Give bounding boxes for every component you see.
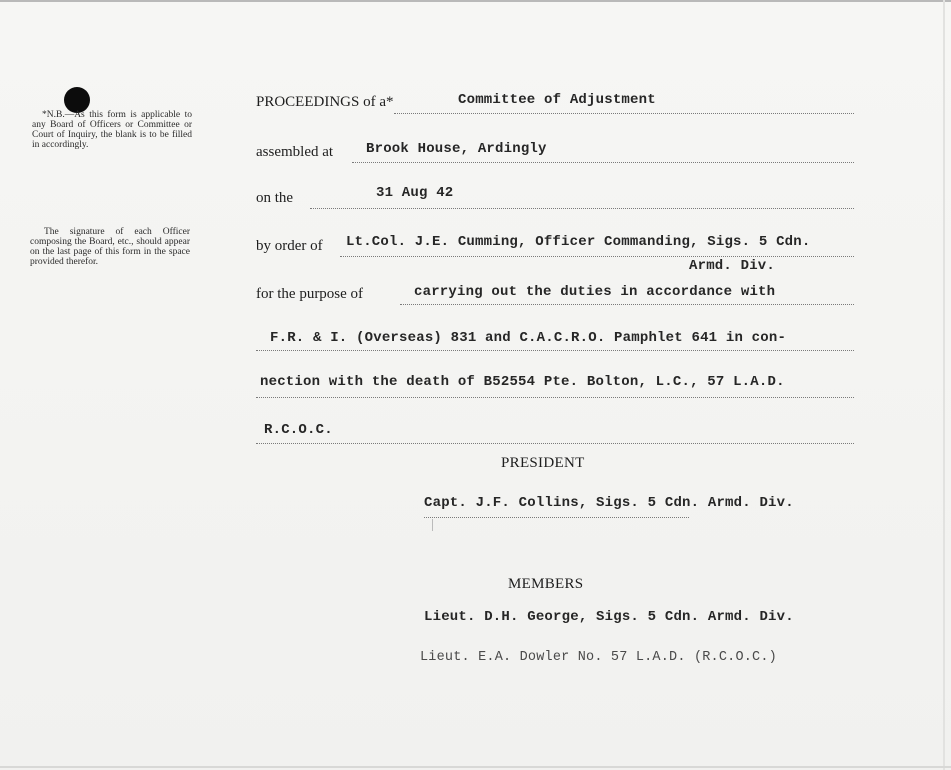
scan-top-edge [0,0,951,2]
signature-mark [432,519,433,531]
scan-bottom-edge [0,766,951,768]
members-heading: MEMBERS [508,576,584,592]
purpose-dotted-line-2 [256,350,854,351]
purpose-label: for the purpose of [256,286,364,302]
assembled-dotted-line [352,162,854,163]
form-note-signature: The signature of each Officer composing the Board, etc., should appear on the last page of this form in the space provided therefor. [30,227,190,267]
proceedings-value: Committee of Adjustment [458,92,656,108]
president-heading: PRESIDENT [501,455,585,471]
assembled-value: Brook House, Ardingly [366,141,547,157]
president-signature-line [424,517,689,518]
date-dotted-line [310,208,854,209]
date-value: 31 Aug 42 [376,185,454,201]
purpose-dotted-line-1 [400,304,854,305]
form-note-applicability: *N.B.—As this form is applicable to any Board of Officers or Committee or Court of Inquiry, the blank is to be filled in accordingly. [32,110,192,150]
proceedings-dotted-line [394,113,854,114]
order-dotted-line [340,256,854,257]
member-2-name: Lieut. E.A. Dowler No. 57 L.A.D. (R.C.O.C.) [420,650,777,665]
president-name: Capt. J.F. Collins, Sigs. 5 Cdn. Armd. Div. [424,495,794,511]
purpose-value-line-1: carrying out the duties in accordance with [414,284,776,300]
proceedings-label: PROCEEDINGS of a* [256,94,394,110]
assembled-label: assembled at [256,144,334,160]
purpose-value-line-3: nection with the death of B52554 Pte. Bolton, L.C., 57 L.A.D. [260,374,785,390]
purpose-value-line-4: R.C.O.C. [264,422,333,438]
date-label: on the [256,190,294,206]
member-1-name: Lieut. D.H. George, Sigs. 5 Cdn. Armd. Div. [424,609,794,625]
purpose-dotted-line-4 [256,443,854,444]
purpose-value-line-2: F.R. & I. (Overseas) 831 and C.A.C.R.O. Pamphlet 641 in con- [270,330,787,346]
purpose-dotted-line-3 [256,397,854,398]
order-value-line-1: Lt.Col. J.E. Cumming, Officer Commanding, Sigs. 5 Cdn. [346,234,811,250]
scan-right-edge [943,0,945,770]
order-label: by order of [256,238,323,254]
order-value-line-2: Armd. Div. [689,258,776,274]
